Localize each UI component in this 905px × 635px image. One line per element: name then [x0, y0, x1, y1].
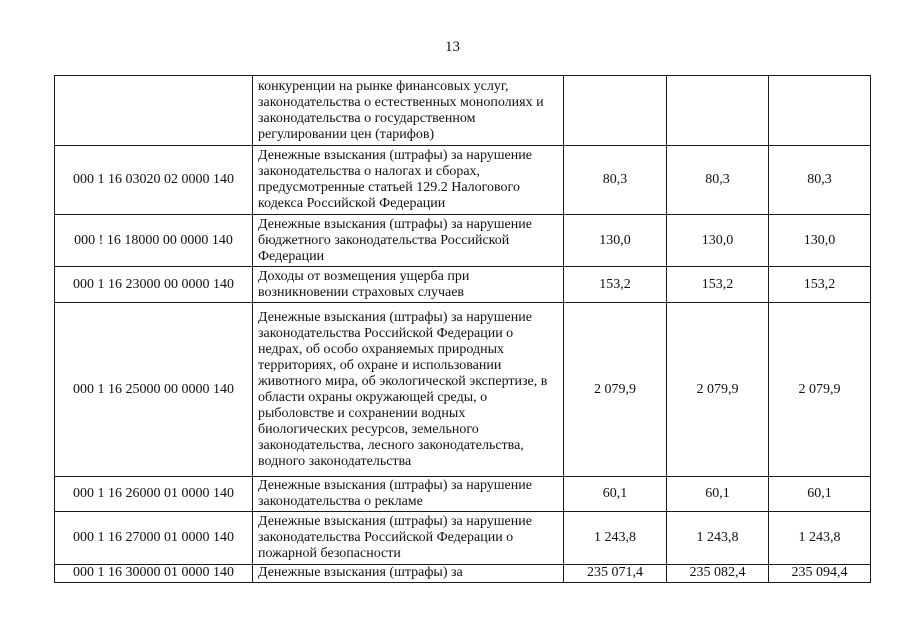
- value-cell-3: 1 243,8: [769, 512, 871, 565]
- value-cell-2: 130,0: [667, 215, 769, 267]
- table-row: [55, 565, 871, 583]
- value-cell-2: 60,1: [667, 477, 769, 512]
- revenue-table: [54, 75, 871, 583]
- value-cell-2: 2 079,9: [667, 303, 769, 477]
- value-cell-1: 130,0: [564, 215, 667, 267]
- value-cell-3: 130,0: [769, 215, 871, 267]
- value-cell-3: 235 094,4: [769, 565, 871, 583]
- budget-code-cell: 000 1 16 25000 00 0000 140: [55, 303, 253, 477]
- value-cell-2: 80,3: [667, 146, 769, 215]
- value-cell-1: 153,2: [564, 267, 667, 303]
- budget-code-cell: 000 1 16 23000 00 0000 140: [55, 267, 253, 303]
- value-cell-1: 1 243,8: [564, 512, 667, 565]
- value-cell-3: 80,3: [769, 146, 871, 215]
- table-row: [55, 512, 871, 565]
- description-cell: Денежные взыскания (штрафы) за нарушение законодательства Российской Федерации о пожарной безопасности: [253, 512, 564, 565]
- value-cell-2: 1 243,8: [667, 512, 769, 565]
- value-cell-1: 235 071,4: [564, 565, 667, 583]
- value-cell-3: [769, 76, 871, 146]
- value-cell-1: [564, 76, 667, 146]
- value-cell-2: [667, 76, 769, 146]
- value-cell-2: 153,2: [667, 267, 769, 303]
- table-row: [55, 146, 871, 215]
- value-cell-1: 60,1: [564, 477, 667, 512]
- description-cell: Денежные взыскания (штрафы) за: [253, 565, 564, 583]
- description-cell: конкуренции на рынке финансовых услуг, законодательства о естественных монополиях и законодательства о государственном регулировании цен (тарифов): [253, 76, 564, 146]
- table-row: [55, 477, 871, 512]
- description-cell: Денежные взыскания (штрафы) за нарушение бюджетного законодательства Российской Федерации: [253, 215, 564, 267]
- table-row: [55, 215, 871, 267]
- value-cell-1: 80,3: [564, 146, 667, 215]
- value-cell-3: 153,2: [769, 267, 871, 303]
- budget-code-cell: 000 1 16 30000 01 0000 140: [55, 565, 253, 583]
- table-row: [55, 303, 871, 477]
- description-cell: Денежные взыскания (штрафы) за нарушение законодательства о налогах и сборах, предусмотренные статьей 129.2 Налогового кодекса Российской Федерации: [253, 146, 564, 215]
- description-cell: Денежные взыскания (штрафы) за нарушение законодательства Российской Федерации о недрах, об особо охраняемых природных территориях, об охране и использовании животного мира, об экологической экспертизе, в области охраны окружающей среды, о рыболовстве и сохранении водных биологических ресурсов, земельного законодательства, лесного законодательства, водного законодательства: [253, 303, 564, 477]
- value-cell-2: 235 082,4: [667, 565, 769, 583]
- value-cell-3: 60,1: [769, 477, 871, 512]
- table-row: [55, 267, 871, 303]
- budget-code-cell: 000 ! 16 18000 00 0000 140: [55, 215, 253, 267]
- value-cell-1: 2 079,9: [564, 303, 667, 477]
- value-cell-3: 2 079,9: [769, 303, 871, 477]
- budget-code-cell: 000 1 16 26000 01 0000 140: [55, 477, 253, 512]
- page-number: 13: [445, 39, 460, 55]
- description-cell: Денежные взыскания (штрафы) за нарушение законодательства о рекламе: [253, 477, 564, 512]
- table-row: [55, 76, 871, 146]
- description-cell: Доходы от возмещения ущерба при возникновении страховых случаев: [253, 267, 564, 303]
- budget-code-cell: 000 1 16 27000 01 0000 140: [55, 512, 253, 565]
- budget-code-cell: 000 1 16 03020 02 0000 140: [55, 146, 253, 215]
- budget-code-cell: [55, 76, 253, 146]
